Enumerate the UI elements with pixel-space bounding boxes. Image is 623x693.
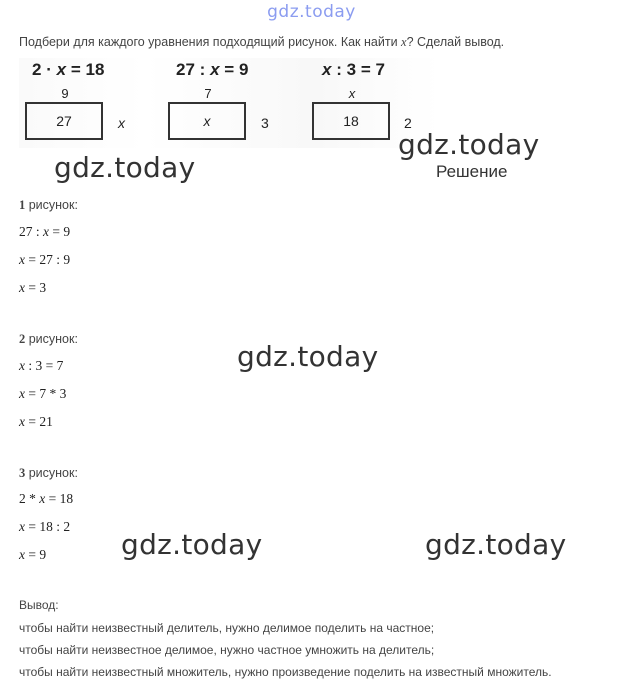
- solution-2-word: рисунок:: [25, 332, 78, 346]
- solution-1-line-1: 27 : x = 9: [19, 224, 71, 239]
- solution-1-line-2: x = 27 : 9: [19, 252, 71, 267]
- variable-x: x: [19, 280, 25, 295]
- conclusion-line-2: чтобы найти неизвестное делимое, нужно частное умножить на делитель;: [19, 643, 435, 657]
- variable-x: x: [19, 386, 25, 401]
- watermark-4: gdz.today: [121, 528, 263, 561]
- solution-2-header: [19, 332, 78, 347]
- variable-x: x: [19, 519, 25, 534]
- task-variable: x: [401, 35, 407, 49]
- variable-x: x: [322, 60, 332, 79]
- solution-2-number: 2: [19, 332, 26, 346]
- figure-3-equation: x : 3 = 7: [322, 60, 385, 79]
- figure-1-top-label: 9: [61, 86, 69, 101]
- solution-2-line-1: x : 3 = 7: [19, 358, 64, 373]
- figure-2-box: [168, 102, 246, 140]
- figure-2-top-label: 7: [204, 86, 212, 101]
- figure-2-side-label: 3: [261, 115, 269, 131]
- figure-3-box-label: 18: [343, 113, 359, 129]
- watermark-5: gdz.today: [425, 528, 567, 561]
- variable-x: x: [19, 358, 25, 373]
- watermark-2: gdz.today: [398, 128, 540, 161]
- variable-x: x: [56, 60, 67, 79]
- figure-3-top-label: x: [348, 86, 356, 101]
- solution-2-line-3: x = 21: [19, 414, 53, 429]
- figure-1-side-label: x: [118, 115, 125, 131]
- solution-heading: Решение: [436, 162, 508, 181]
- solution-1-line-3: x = 3: [19, 280, 47, 295]
- figure-3-box: [312, 102, 390, 140]
- solution-3-word: рисунок:: [25, 466, 78, 480]
- variable-x: x: [19, 252, 25, 267]
- watermark-3: gdz.today: [237, 340, 379, 373]
- solution-3-line-3: x = 9: [19, 547, 47, 562]
- variable-x: x: [210, 60, 220, 79]
- conclusion-line-3: чтобы найти неизвестный множитель, нужно произведение поделить на известный множитель.: [19, 665, 552, 679]
- solution-3-line-1: 2 * x = 18: [19, 491, 74, 506]
- figure-1-box-label: 27: [56, 113, 72, 129]
- variable-x: x: [39, 491, 46, 506]
- figure-1-box: [25, 102, 103, 140]
- solution-3-line-2: x = 18 : 2: [19, 519, 71, 534]
- variable-x: x: [43, 224, 50, 239]
- watermark-1: gdz.today: [54, 151, 196, 184]
- variable-x: x: [19, 414, 25, 429]
- task-text-start: Подбери для каждого уравнения подходящий рисунок. Как найти: [19, 35, 402, 49]
- site-logo-watermark: gdz.today: [267, 2, 356, 22]
- conclusion-title: Вывод:: [19, 598, 59, 612]
- solution-1-word: рисунок:: [25, 198, 78, 212]
- task-text-end: ? Сделай вывод.: [406, 35, 505, 49]
- solution-3-number: 3: [19, 466, 26, 480]
- conclusion-line-1: чтобы найти неизвестный делитель, нужно делимое поделить на частное;: [19, 621, 435, 635]
- solution-1-number: 1: [19, 198, 26, 212]
- figure-2-box-label: x: [203, 113, 211, 129]
- solution-2-line-2: x = 7 * 3: [19, 386, 67, 401]
- figure-2-equation: 27 : x = 9: [176, 60, 249, 79]
- solution-1-header: [19, 198, 78, 213]
- solution-3-header: [19, 466, 78, 481]
- variable-x: x: [19, 547, 25, 562]
- task-text: [19, 35, 504, 50]
- figure-1-equation: 2 · x = 18: [32, 60, 105, 79]
- figure-3-side-label: 2: [404, 115, 412, 131]
